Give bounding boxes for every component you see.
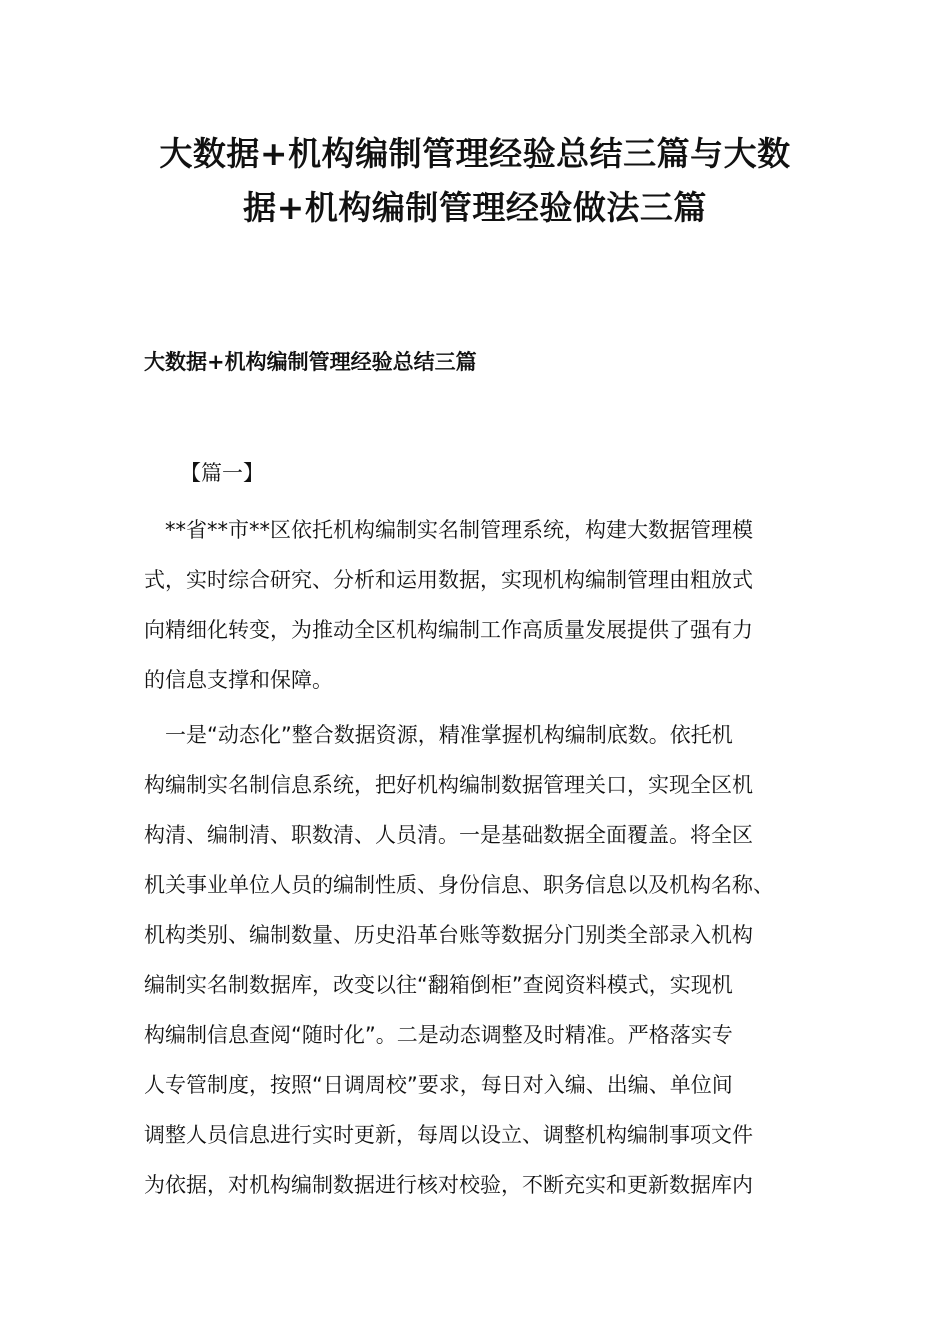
paragraph-1-line-2: 式，实时综合研究、分析和运用数据，实现机构编制管理由粗放式 [144, 568, 753, 592]
paragraph-2-line-3: 构清、编制清、职数清、人员清。一是基础数据全面覆盖。将全区 [144, 823, 753, 847]
paragraph-2-line-5: 机构类别、编制数量、历史沿革台账等数据分门别类全部录入机构 [144, 923, 753, 947]
paragraph-2-line-7: 构编制信息查阅“随时化”。二是动态调整及时精准。严格落实专 [144, 1023, 733, 1047]
paragraph-1 [144, 505, 824, 705]
paragraph-2 [144, 710, 824, 1210]
paragraph-2-line-6: 编制实名制数据库，改变以往“翻箱倒柜”查阅资料模式，实现机 [144, 973, 733, 997]
paragraph-2-line-4: 机关事业单位人员的编制性质、身份信息、职务信息以及机构名称、 [144, 873, 774, 897]
section-heading: 大数据+机构编制管理经验总结三篇 [144, 350, 477, 374]
document-title-line-2: 据+机构编制管理经验做法三篇 [243, 188, 707, 227]
paragraph-2-line-8: 人专管制度，按照“日调周校”要求，每日对入编、出编、单位间 [144, 1073, 733, 1097]
paragraph-1-line-3: 向精细化转变，为推动全区机构编制工作高质量发展提供了强有力 [144, 618, 753, 642]
document-title [120, 127, 830, 235]
paragraph-1-line-1: **省**市**区依托机构编制实名制管理系统，构建大数据管理模 [144, 518, 753, 542]
document-title-line-1: 大数据+机构编制管理经验总结三篇与大数 [159, 134, 791, 173]
paragraph-2-line-1: 一是“动态化”整合数据资源，精准掌握机构编制底数。依托机 [144, 723, 733, 747]
paragraph-2-line-2: 构编制实名制信息系统，把好机构编制数据管理关口，实现全区机 [144, 773, 753, 797]
paragraph-2-line-10: 为依据，对机构编制数据进行核对校验，不断充实和更新数据库内 [144, 1173, 753, 1197]
article-label: 【篇一】 [180, 461, 264, 485]
paragraph-2-line-9: 调整人员信息进行实时更新，每周以设立、调整机构编制事项文件 [144, 1123, 753, 1147]
paragraph-1-line-4: 的信息支撑和保障。 [144, 668, 333, 692]
